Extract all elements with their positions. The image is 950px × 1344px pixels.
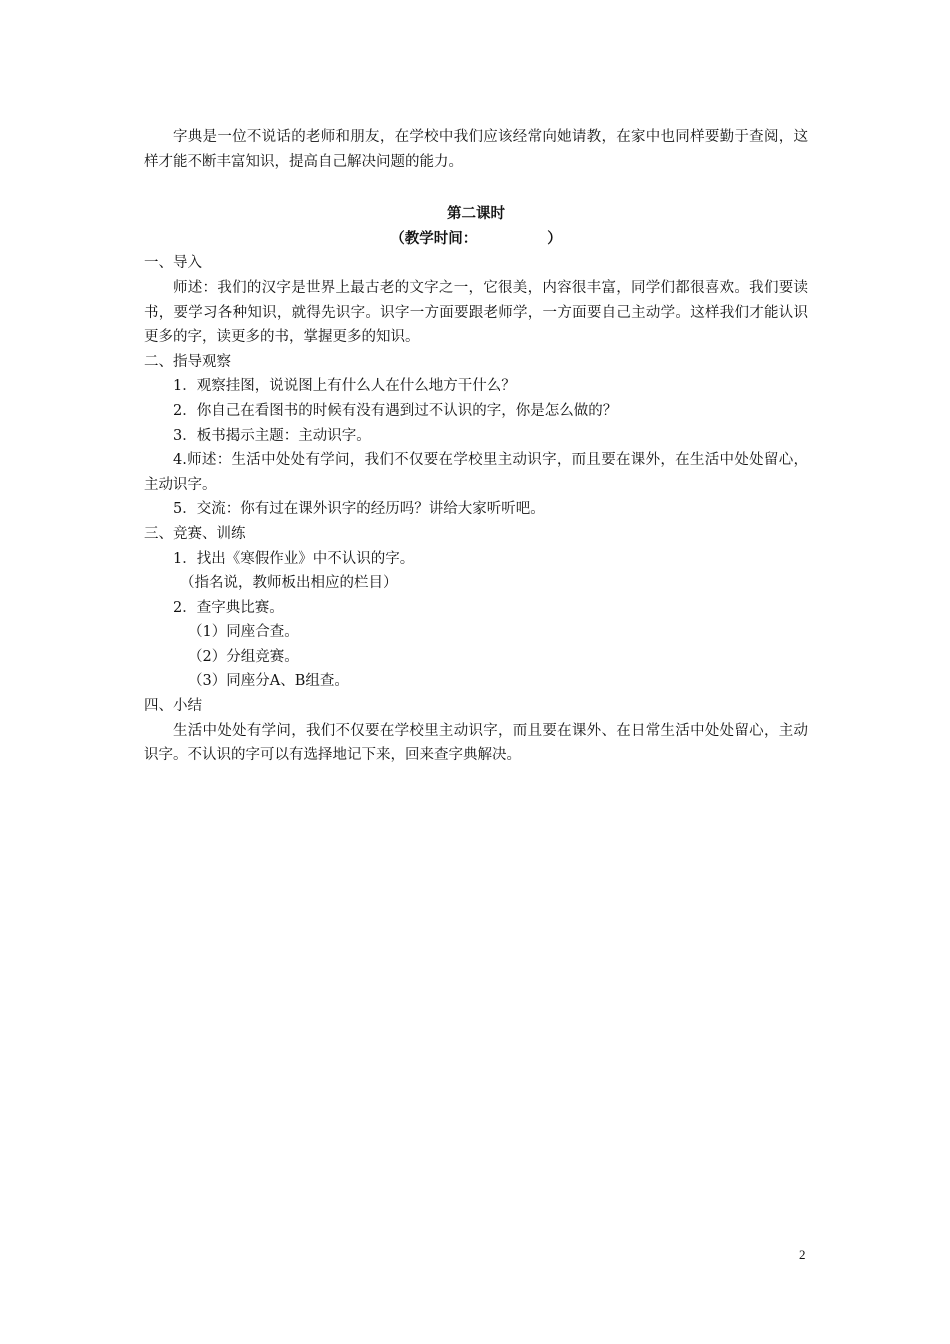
lesson-time	[144, 227, 808, 252]
section-heading: 二、指导观察	[144, 353, 231, 370]
page-number: 2	[799, 1247, 806, 1262]
spacer	[144, 174, 808, 202]
section-heading: 一、导入	[144, 255, 202, 272]
sub-list-item: （2）分组竞赛。	[188, 648, 299, 665]
list-item-note: （指名说，教师板出相应的栏目）	[180, 575, 398, 592]
lesson-title: 第二课时	[447, 205, 505, 223]
lesson-time-open: （教学时间：	[390, 229, 478, 247]
lesson-time-close: ）	[547, 229, 562, 247]
list-item: 3．板书揭示主题：主动识字。	[173, 427, 371, 444]
sub-list-item: （3）同座分A、B组查。	[188, 673, 349, 690]
sub-list-item: （1）同座合查。	[188, 624, 299, 641]
list-item: 1．观察挂图，说说图上有什么人在什么地方干什么？	[173, 378, 516, 395]
list-item: 2．你自己在看图书的时候有没有遇到过不认识的字，你是怎么做的？	[173, 402, 618, 419]
section-body: 生活中处处有学问，我们不仅要在学校里主动识字，而且要在课外、在日常生活中处处留心，主动识字。不认识的字可以有选择地记下来，回来查字典解决。	[144, 722, 808, 764]
list-item: 2．查字典比赛。	[173, 599, 284, 616]
document-body	[144, 125, 808, 768]
intro-paragraph: 字典是一位不说话的老师和朋友，在学校中我们应该经常向她请教，在家中也同样要勤于查阅，这样才能不断丰富知识，提高自己解决问题的能力。	[144, 129, 808, 170]
section-body: 师述：我们的汉字是世界上最古老的文字之一，它很美，内容很丰富，同学们都很喜欢。我们要读书，要学习各种知识，就得先识字。识字一方面要跟老师学，一方面要自己主动学。这样我们才能认识更多的字，读更多的书，掌握更多的知识。	[144, 279, 808, 346]
section-heading: 三、竞赛、训练	[144, 525, 246, 542]
list-item: 4.师述：生活中处处有学问，我们不仅要在学校里主动识字，而且要在课外，在生活中处处留心，主动识字。	[144, 452, 808, 493]
list-item: 1．找出《寒假作业》中不认识的字。	[173, 550, 415, 567]
section-heading: 四、小结	[144, 698, 202, 715]
list-item: 5．交流：你有过在课外识字的经历吗？讲给大家听听吧。	[173, 501, 545, 518]
